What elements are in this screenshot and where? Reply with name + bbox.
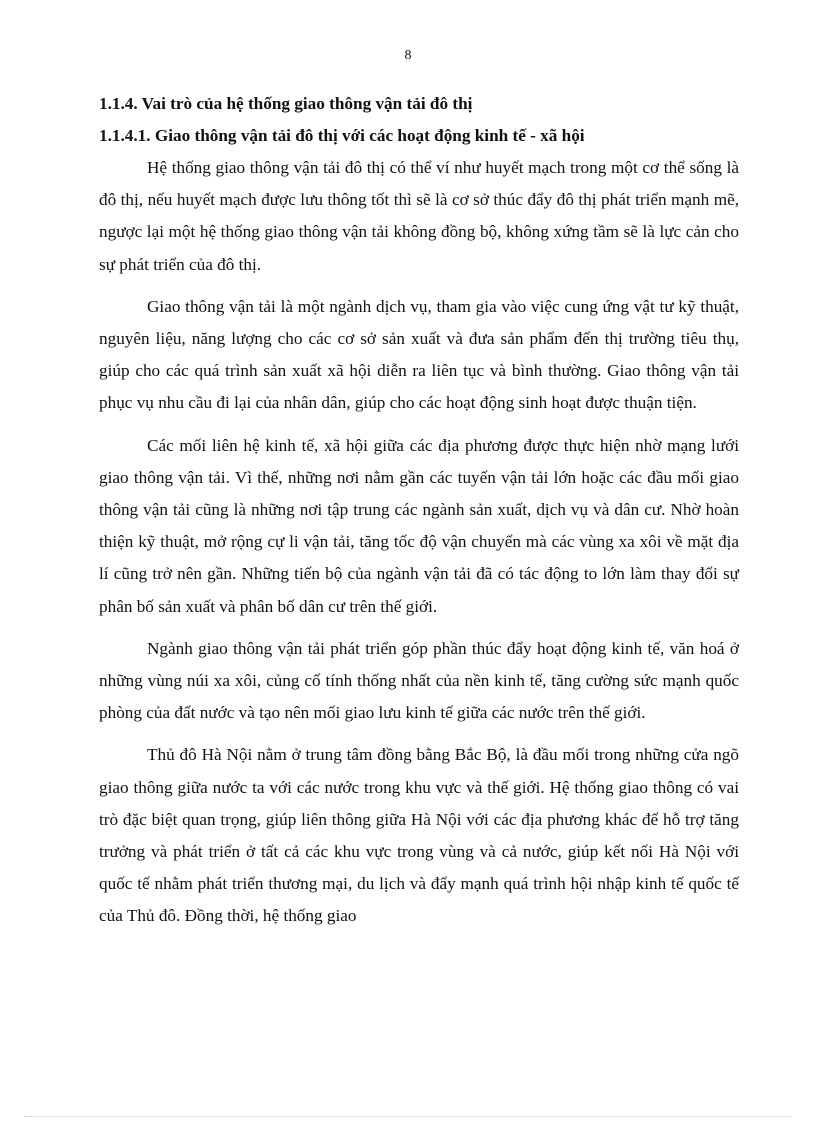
paragraph-5: Thủ đô Hà Nội nằm ở trung tâm đồng bằng Bắc Bộ, là đầu mối trong những cửa ngõ giao thông giữa nước ta với các nước trong khu vực và thế giới. Hệ thống giao thông có vai trò đặc biệt quan trọng, giúp liên thông giữa Hà Nội với các địa phương khác để hỗ trợ tăng trưởng và phát triển ở tất cả các khu vực trong vùng và cả nước, giúp kết nối Hà Nội với quốc tế nhằm phát triển thương mại, du lịch và đẩy mạnh quá trình hội nhập kinh tế quốc tế của Thủ đô. Đồng thời, hệ thống giao	[99, 745, 739, 926]
paragraph-1: Hệ thống giao thông vận tải đô thị có thể ví như huyết mạch trong một cơ thể sống là đô thị, nếu huyết mạch được lưu thông tốt thì sẽ là cơ sở thúc đẩy đô thị phát triển mạnh mẽ, ngược lại một hệ thống giao thông vận tải không đồng bộ, không xứng tầm sẽ là lực cản cho sự phát triển của đô thị.	[99, 158, 739, 274]
subsection-heading: 1.1.4.1. Giao thông vận tải đô thị với các hoạt động kinh tế - xã hội	[99, 126, 585, 145]
paragraph-4: Ngành giao thông vận tải phát triển góp phần thúc đẩy hoạt động kinh tế, văn hoá ở những vùng núi xa xôi, củng cố tính thống nhất của nền kinh tế, tăng cường sức mạnh quốc phòng của đất nước và tạo nên mối giao lưu kinh tế giữa các nước trên thế giới.	[99, 638, 739, 723]
paragraph-3: Các mối liên hệ kinh tế, xã hội giữa các địa phương được thực hiện nhờ mạng lưới giao thông vận tải. Vì thế, những nơi nằm gần các tuyến vận tải lớn hoặc các đầu mối giao thông vận tải cũng là những nơi tập trung các ngành sản xuất, dịch vụ và dân cư. Nhờ hoàn thiện kỹ thuật, mở rộng cự li vận tải, tăng tốc độ vận chuyển mà các vùng xa xôi về mặt địa lí cũng trở nên gần. Những tiến bộ của ngành vận tải đã có tác động to lớn làm thay đổi sự phân bố sản xuất và phân bố dân cư trên thế giới.	[99, 435, 739, 616]
page-bottom-divider	[24, 1116, 792, 1117]
page-number: 8	[404, 48, 412, 63]
paragraph-2: Giao thông vận tải là một ngành dịch vụ, tham gia vào việc cung ứng vật tư kỹ thuật, nguyên liệu, năng lượng cho các cơ sở sản xuất và đưa sản phẩm đến thị trường tiêu thụ, giúp cho các quá trình sản xuất xã hội diễn ra liên tục và bình thường. Giao thông vận tải phục vụ nhu cầu đi lại của nhân dân, giúp cho các hoạt động sinh hoạt được thuận tiện.	[99, 296, 739, 413]
section-heading: 1.1.4. Vai trò của hệ thống giao thông vận tải đô thị	[99, 94, 473, 113]
document-body	[99, 88, 739, 943]
